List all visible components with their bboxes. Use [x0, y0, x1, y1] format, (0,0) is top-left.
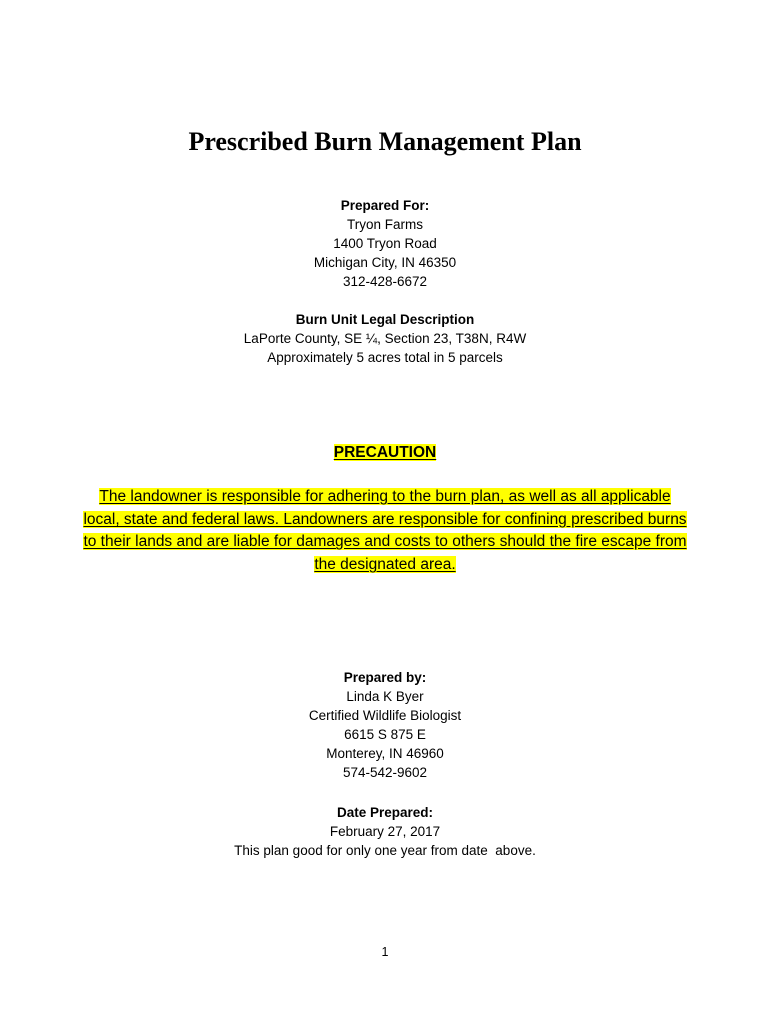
author-role: Certified Wildlife Biologist	[308, 708, 462, 723]
prepared-for-heading: Prepared For:	[340, 198, 430, 213]
author-name: Linda K Byer	[346, 689, 424, 704]
legal-location: LaPorte County, SE ¼, Section 23, T38N, R4W	[243, 331, 527, 346]
validity-note: This plan good for only one year from date above.	[234, 843, 536, 858]
prepared-by-section	[0, 668, 770, 782]
client-street: 1400 Tryon Road	[333, 236, 437, 251]
client-phone: 312-428-6672	[342, 274, 428, 289]
legal-description-section	[0, 310, 770, 367]
prepared-for-section	[0, 196, 770, 291]
date-section	[0, 803, 770, 860]
date-value: February 27, 2017	[329, 824, 441, 839]
precaution-line: The landowner is responsible for adhering to the burn plan, as well as all applicable	[99, 488, 671, 505]
legal-description-heading: Burn Unit Legal Description	[295, 312, 475, 327]
precaution-heading: PRECAUTION	[333, 444, 437, 461]
document-title: Prescribed Burn Management Plan	[188, 127, 582, 156]
date-heading: Date Prepared:	[336, 805, 434, 820]
precaution-line: local, state and federal laws. Landowners are responsible for confining prescribed burns	[83, 510, 687, 528]
author-city: Monterey, IN 46960	[326, 746, 444, 761]
prepared-by-heading: Prepared by:	[343, 670, 427, 685]
client-name: Tryon Farms	[346, 217, 423, 232]
author-street: 6615 S 875 E	[344, 727, 426, 742]
precaution-line: to their lands and are liable for damages and costs to others should the fire escape from	[83, 533, 687, 551]
precaution-heading-wrap	[0, 442, 770, 464]
precaution-text	[60, 486, 710, 577]
client-city: Michigan City, IN 46350	[313, 255, 457, 270]
page-number: 1	[381, 945, 389, 959]
author-phone: 574-542-9602	[342, 765, 428, 780]
legal-area: Approximately 5 acres total in 5 parcels	[267, 350, 503, 365]
precaution-line: the designated area.	[314, 556, 456, 574]
